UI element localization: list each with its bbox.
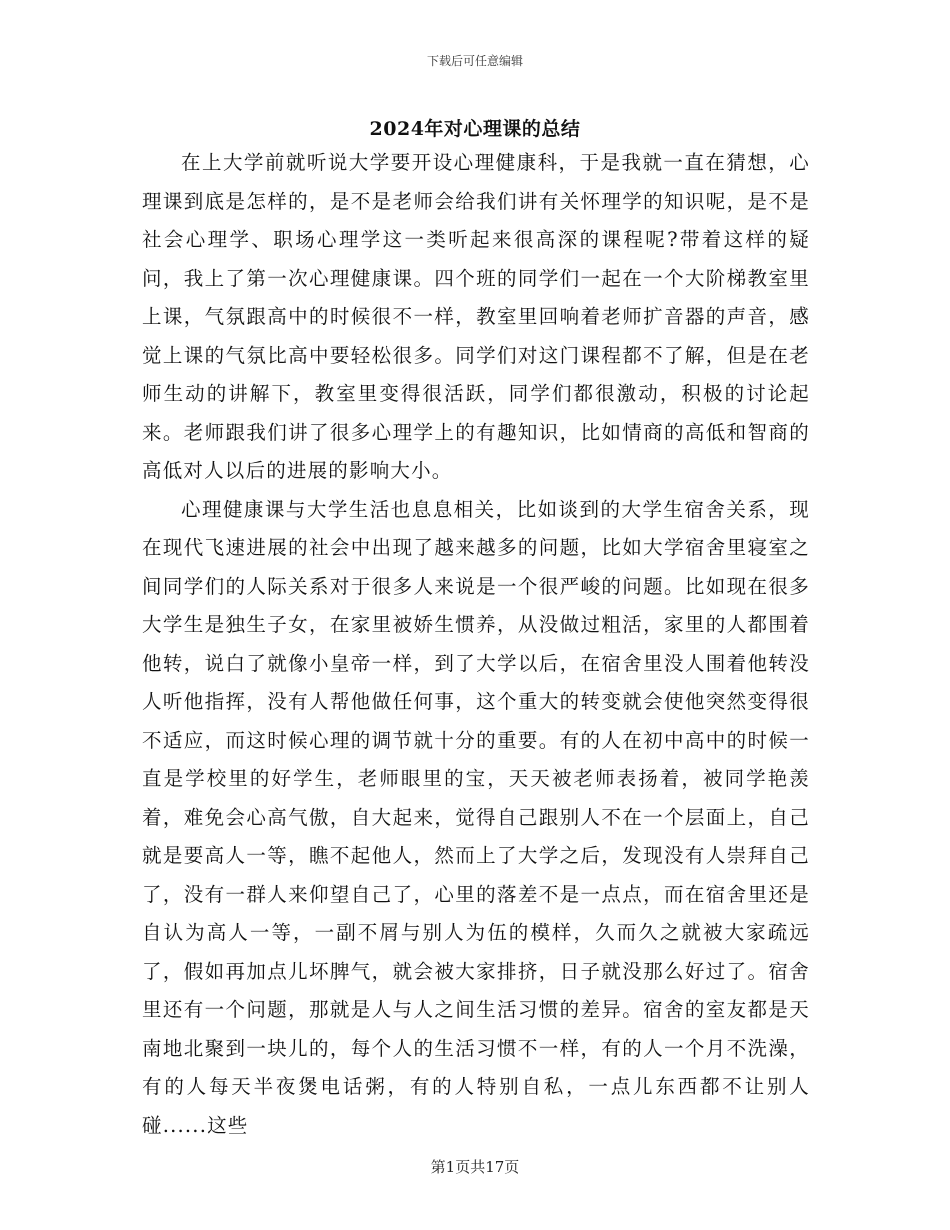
page-header-note: 下载后可任意编辑 [426, 54, 523, 68]
page-number: 第1页共17页 [430, 1158, 520, 1176]
paragraph: 在上大学前就听说大学要开设心理健康科，于是我就一直在猜想，心理课到底是怎样的，是不是老师会给我们讲有关怀理学的知识呢，是不是社会心理学、职场心理学这一类听起来很高深的课程呢?带着这样的疑问，我上了第一次心理健康课。四个班的同学们一起在一个大阶梯教室里上课，气氛跟高中的时候很不一样，教室里回响着老师扩音器的声音，感觉上课的气氛比高中要轻松很多。同学们对这门课程都不了解，但是在老师生动的讲解下，教室里变得很活跃，同学们都很激动，积极的讨论起来。老师跟我们讲了很多心理学上的有趣知识，比如情商的高低和智商的高低对人以后的进展的影响大小。 [142, 151, 810, 482]
paragraph: 心理健康课与大学生活也息息相关，比如谈到的大学生宿舍关系，现在现代飞速进展的社会中出现了越来越多的问题，比如大学宿舍里寝室之间同学们的人际关系对于很多人来说是一个很严峻的问题。比如现在很多大学生是独生子女，在家里被娇生惯养，从没做过粗活，家里的人都围着他转，说白了就像小皇帝一样，到了大学以后，在宿舍里没人围着他转没人听他指挥，没有人帮他做任何事，这个重大的转变就会使他突然变得很不适应，而这时候心理的调节就十分的重要。有的人在初中高中的时候一直是学校里的好学生，老师眼里的宝，天天被老师表扬着，被同学艳羡着，难免会心高气傲，自大起来，觉得自己跟别人不在一个层面上，自己就是要高人一等，瞧不起他人，然而上了大学之后，发现没有人崇拜自己了，没有一群人来仰望自己了，心里的落差不是一点点，而在宿舍里还是自认为高人一等，一副不屑与别人为伍的模样，久而久之就被大家疏远了，假如再加点儿坏脾气，就会被大家排挤，日子就没那么好过了。宿舍里还有一个问题，那就是人与人之间生活习惯的差异。宿舍的室友都是天南地北聚到一块儿的，每个人的生活习惯不一样，有的人一个月不洗澡，有的人每天半夜煲电话粥，有的人特别自私，一点儿东西都不让别人碰......这些 [142, 497, 810, 1137]
document-title: 2024年对心理课的总结 [369, 118, 581, 140]
document-body [142, 144, 810, 1145]
